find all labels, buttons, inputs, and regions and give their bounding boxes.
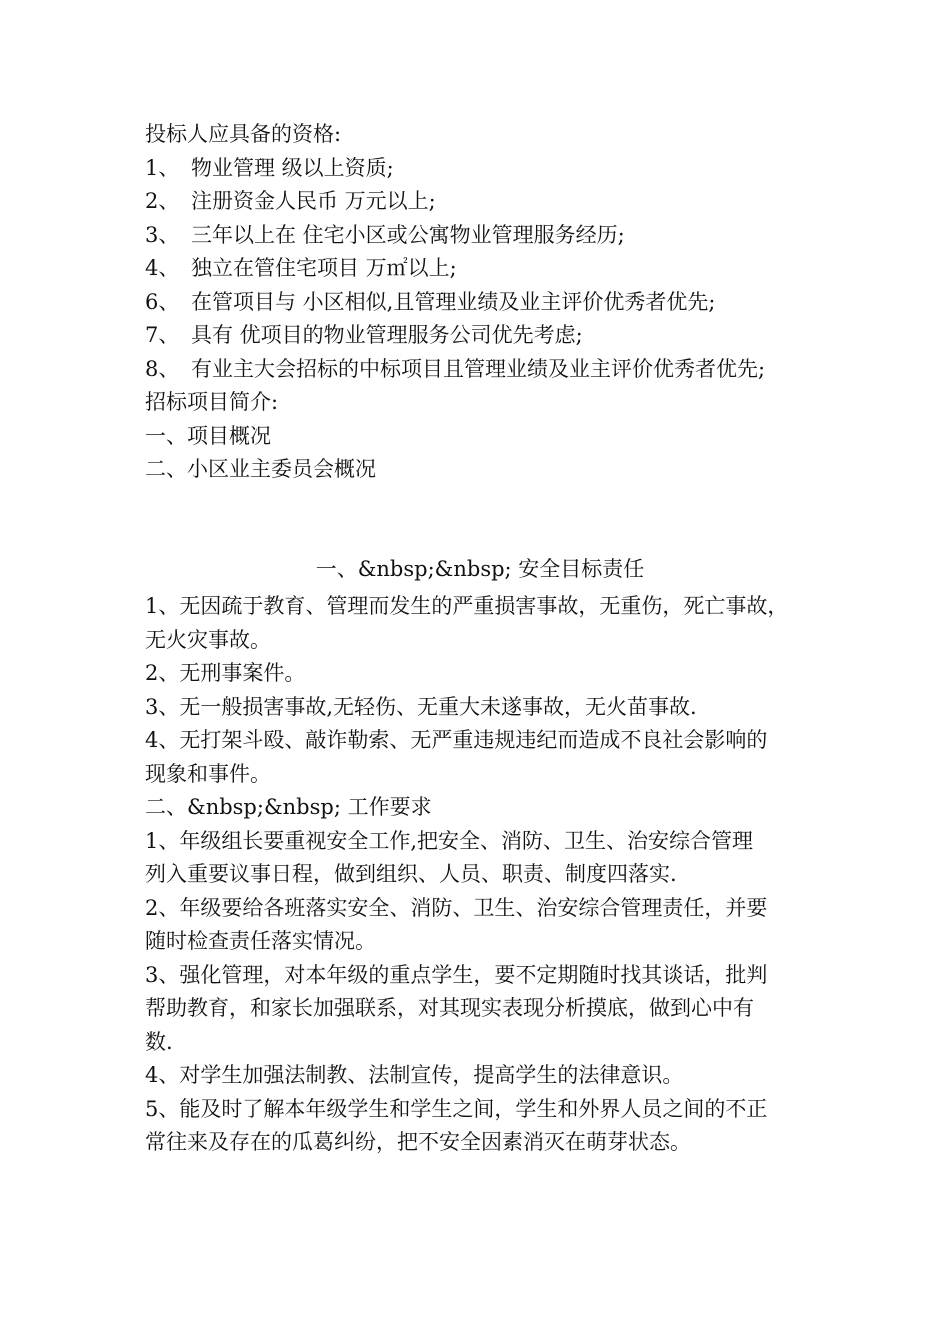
qualification-item: 2、 注册资金人民币 万元以上; xyxy=(145,189,436,213)
paragraph-line: 随时检查责任落实情况。 xyxy=(145,929,376,953)
qualification-heading: 投标人应具备的资格: xyxy=(145,122,342,146)
qualification-item: 6、 在管项目与 小区相似,且管理业绩及业主评价优秀者优先; xyxy=(145,289,716,314)
paragraph-line: 3、强化管理，对本年级的重点学生，要不定期随时找其谈话，批判 xyxy=(145,962,768,987)
paragraph-line: 1、无因疏于教育、管理而发生的严重损害事故，无重伤，死亡事故， xyxy=(145,594,789,618)
project-intro-heading: 招标项目简介: xyxy=(145,390,279,414)
qualification-item: 8、 有业主大会招标的中标项目且管理业绩及业主评价优秀者优先; xyxy=(145,356,766,381)
project-intro-item: 一、项目概况 xyxy=(145,423,271,448)
qualification-section xyxy=(145,118,815,487)
paragraph-line: 现象和事件。 xyxy=(145,761,271,786)
paragraph-line: 列入重要议事日程，做到组织、人员、职责、制度四落实. xyxy=(145,862,677,886)
paragraph-line: 2、年级要给各班落实安全、消防、卫生、治安综合管理责任，并要 xyxy=(145,895,768,920)
project-intro-item: 二、小区业主委员会概况 xyxy=(145,457,376,481)
paragraph-line: 4、对学生加强法制教、法制宣传，提高学生的法律意识。 xyxy=(145,1063,684,1087)
qualification-item: 1、 物业管理 级以上资质; xyxy=(145,155,394,180)
qualification-item: 7、 具有 优项目的物业管理服务公司优先考虑; xyxy=(145,323,583,347)
paragraph-line: 3、无一般损害事故,无轻伤、无重大未遂事故，无火苗事故. xyxy=(145,694,697,719)
paragraph-line: 帮助教育，和家长加强联系，对其现实表现分析摸底，做到心中有 xyxy=(145,996,754,1020)
safety-section xyxy=(145,590,815,1160)
paragraph-line: 4、无打架斗殴、敲诈勒索、无严重违规违纪而造成不良社会影响的 xyxy=(145,728,768,752)
paragraph-line: 2、无刑事案件。 xyxy=(145,661,306,685)
qualification-item: 4、 独立在管住宅项目 万㎡以上; xyxy=(145,256,457,280)
paragraph-line: 常往来及存在的瓜葛纠纷，把不安全因素消灭在萌芽状态。 xyxy=(145,1130,691,1154)
paragraph-line: 1、年级组长要重视安全工作,把安全、消防、卫生、治安综合管理 xyxy=(145,828,754,853)
paragraph-line: 5、能及时了解本年级学生和学生之间，学生和外界人员之间的不正 xyxy=(145,1096,768,1121)
paragraph-line: 无火灾事故。 xyxy=(145,627,271,652)
work-heading: 二、&nbsp;&nbsp; 工作要求 xyxy=(145,795,432,819)
safety-heading: 一、&nbsp;&nbsp; 安全目标责任 xyxy=(315,557,645,581)
paragraph-line: 数. xyxy=(145,1029,173,1054)
qualification-item: 3、 三年以上在 住宅小区或公寓物业管理服务经历; xyxy=(145,222,625,247)
